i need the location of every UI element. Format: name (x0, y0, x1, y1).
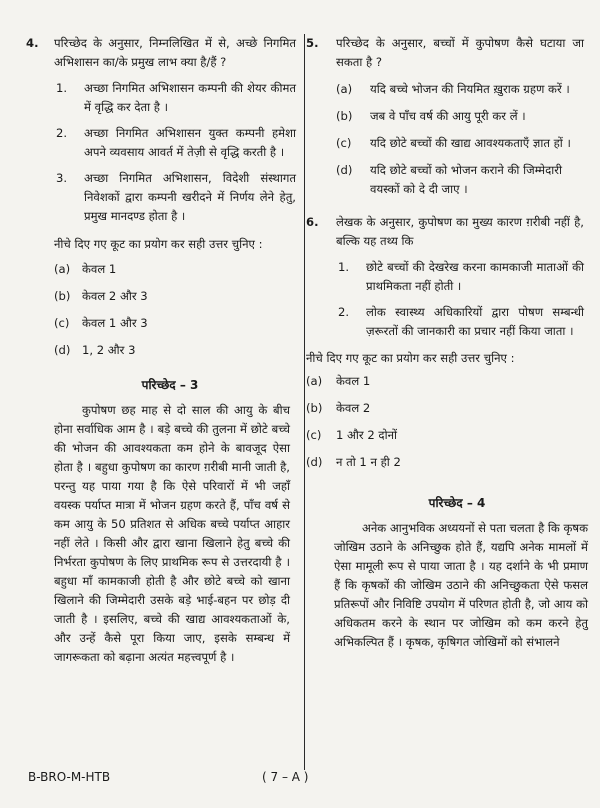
option-text: केवल 1 (82, 262, 117, 276)
statement-2 (54, 124, 296, 162)
question-stem: परिच्छेद के अनुसार, बच्चों में कुपोषण कैसे घटाया जा सकता है ? (336, 36, 584, 69)
passage-4-title: परिच्छेद – 4 (428, 496, 486, 510)
left-column (0, 34, 300, 667)
option-d[interactable] (306, 453, 588, 472)
statement-text: अच्छा निगमित अभिशासन, विदेशी संस्थागत निवेशकों द्वारा कम्पनी खरीदने में निर्णय लेने हेतु, प्रमुख मानदण्ड होता है । (84, 171, 296, 223)
statement-3 (54, 169, 296, 226)
instruction: नीचे दिए गए कूट का प्रयोग कर सही उत्तर चुनिए : (306, 351, 515, 365)
question-stem: परिच्छेद के अनुसार, निम्नलिखित में से, अच्छे निगमित अभिशासन का/के प्रमुख लाभ क्या है/हैं ? (54, 36, 296, 69)
option-text: जब वे पाँच वर्ष की आयु पूरी कर लें । (370, 109, 526, 123)
statement-text: अच्छा निगमित अभिशासन युक्त कम्पनी हमेशा अपने व्यवसाय आवर्त में तेज़ी से वृद्धि करती है । (84, 126, 296, 159)
option-a[interactable] (54, 260, 300, 279)
statement-number: 3. (56, 171, 68, 185)
option-label: (b) (336, 109, 353, 123)
option-b[interactable] (336, 107, 584, 126)
option-text: केवल 1 और 3 (82, 316, 148, 330)
booklet-code: B-BRO-M-HTB (28, 770, 111, 784)
option-text: 1 और 2 दोनों (336, 428, 398, 442)
option-label: (a) (306, 374, 323, 388)
option-b[interactable] (54, 287, 300, 306)
page-number: ( 7 – A ) (262, 770, 309, 784)
option-label: (d) (54, 343, 71, 357)
option-c[interactable] (54, 314, 300, 333)
passage-3-text: कुपोषण छह माह से दो साल की आयु के बीच होना सर्वाधिक आम है । बड़े बच्चे की तुलना में छोटे बच्चे की भोजन की आवश्यकता कम होने के बावजूद ऐसा होता है । बहुधा कुपोषण का कारण ग़रीबी मानी जाती है, परन्तु यह पाया गया है कि ऐसे परिवारों में भी जहाँ वयस्क पर्याप्त मात्रा में भोजन ग्रहण करते हैं, पाँच वर्ष से कम आयु के 50 प्रतिशत से अधिक बच्चे पर्याप्त आहार नहीं लेते । किसी और द्वारा खाना खिलाने हेतु बच्चे की निर्भरता कुपोषण के लिए प्राथमिक रूप से उत्तरदायी है । बहुधा माँ कामकाजी होती है और छोटे बच्चे को खाना खिलाने की जिम्मेदारी उसके बड़े भाई-बहन पर छोड़ दी जाती है । इसलिए, बच्चे की खाद्य आवश्यकताओं के, और उन्हें कैसे पूरा किया जाए, इसके सम्बन्ध में जागरूकता को बढ़ाना अत्यंत महत्त्वपूर्ण है । (54, 403, 290, 664)
statement-number: 2. (56, 126, 68, 140)
option-text: न तो 1 न ही 2 (336, 455, 401, 469)
statement-1 (336, 258, 584, 296)
question-5 (306, 34, 584, 199)
statement-number: 2. (338, 305, 350, 319)
option-text: यदि छोटे बच्चों को भोजन कराने की जिम्मेदारी वयस्कों को दे दी जाए । (370, 163, 563, 196)
question-number: 6. (306, 215, 319, 229)
question-number: 4. (26, 36, 39, 50)
option-label: (a) (54, 262, 71, 276)
question-6 (306, 213, 584, 341)
option-d[interactable] (54, 341, 300, 360)
options-q6 (306, 372, 588, 472)
statement-text: अच्छा निगमित अभिशासन कम्पनी की शेयर कीमत में वृद्धि कर देता है । (84, 81, 296, 114)
statement-text: लोक स्वास्थ्य अधिकारियों द्वारा पोषण सम्बन्धी ज़रूरतों की जानकारी का प्रचार नहीं किया जाता । (366, 305, 584, 338)
statement-number: 1. (56, 81, 68, 95)
question-stem: लेखक के अनुसार, कुपोषण का मुख्य कारण ग़रीबी नहीं है, बल्कि यह तथ्य कि (336, 215, 584, 248)
option-label: (c) (336, 136, 352, 150)
option-label: (c) (54, 316, 70, 330)
option-text: केवल 1 (336, 374, 371, 388)
passage-4-text: अनेक आनुभविक अध्ययनों से पता चलता है कि कृषक जोखिम उठाने के अनिच्छुक होते हैं, यद्यपि अनेक मामलों में ऐसा मामूली रूप से पाया जाता है । यह दर्शाने के भी प्रमाण हैं कि कृषकों की जोखिम उठाने की अनिच्छुकता ऐसे फसल प्रतिरूपों और निविष्टि उपयोग में परिणत होती है, जो आय को अधिकतम करने के स्थान पर जोखिम को कम करने हेतु अभिकल्पित हैं । कृषक, कृषिगत जोखिमों को संभालने (334, 521, 589, 649)
option-label: (d) (336, 163, 353, 177)
statement-number: 1. (338, 260, 350, 274)
option-a[interactable] (306, 372, 588, 391)
passage-3-title: परिच्छेद – 3 (141, 378, 199, 392)
option-c[interactable] (336, 134, 584, 153)
option-c[interactable] (306, 426, 588, 445)
option-text: 1, 2 और 3 (82, 343, 136, 357)
options-q5 (336, 80, 584, 199)
statement-1 (54, 79, 296, 117)
question-number: 5. (306, 36, 319, 50)
option-label: (c) (306, 428, 322, 442)
option-label: (b) (306, 401, 323, 415)
statement-2 (336, 303, 584, 341)
option-label: (d) (306, 455, 323, 469)
option-text: केवल 2 और 3 (82, 289, 148, 303)
option-label: (b) (54, 289, 71, 303)
right-column (306, 34, 588, 652)
question-4 (0, 34, 296, 254)
option-a[interactable] (336, 80, 584, 99)
option-label: (a) (336, 82, 353, 96)
statement-text: छोटे बच्चों की देखरेख करना कामकाजी माताओं की प्राथमिकता नहीं होती । (366, 260, 584, 293)
option-text: यदि बच्चे भोजन की नियमित ख़ुराक ग्रहण करें । (370, 82, 570, 96)
column-divider (304, 34, 305, 770)
option-d[interactable] (336, 161, 584, 199)
option-b[interactable] (306, 399, 588, 418)
option-text: यदि छोटे बच्चों की खाद्य आवश्यकताएँ ज्ञात हों । (370, 136, 571, 150)
option-text: केवल 2 (336, 401, 371, 415)
instruction: नीचे दिए गए कूट का प्रयोग कर सही उत्तर चुनिए : (54, 237, 263, 251)
options-q4 (0, 260, 300, 360)
